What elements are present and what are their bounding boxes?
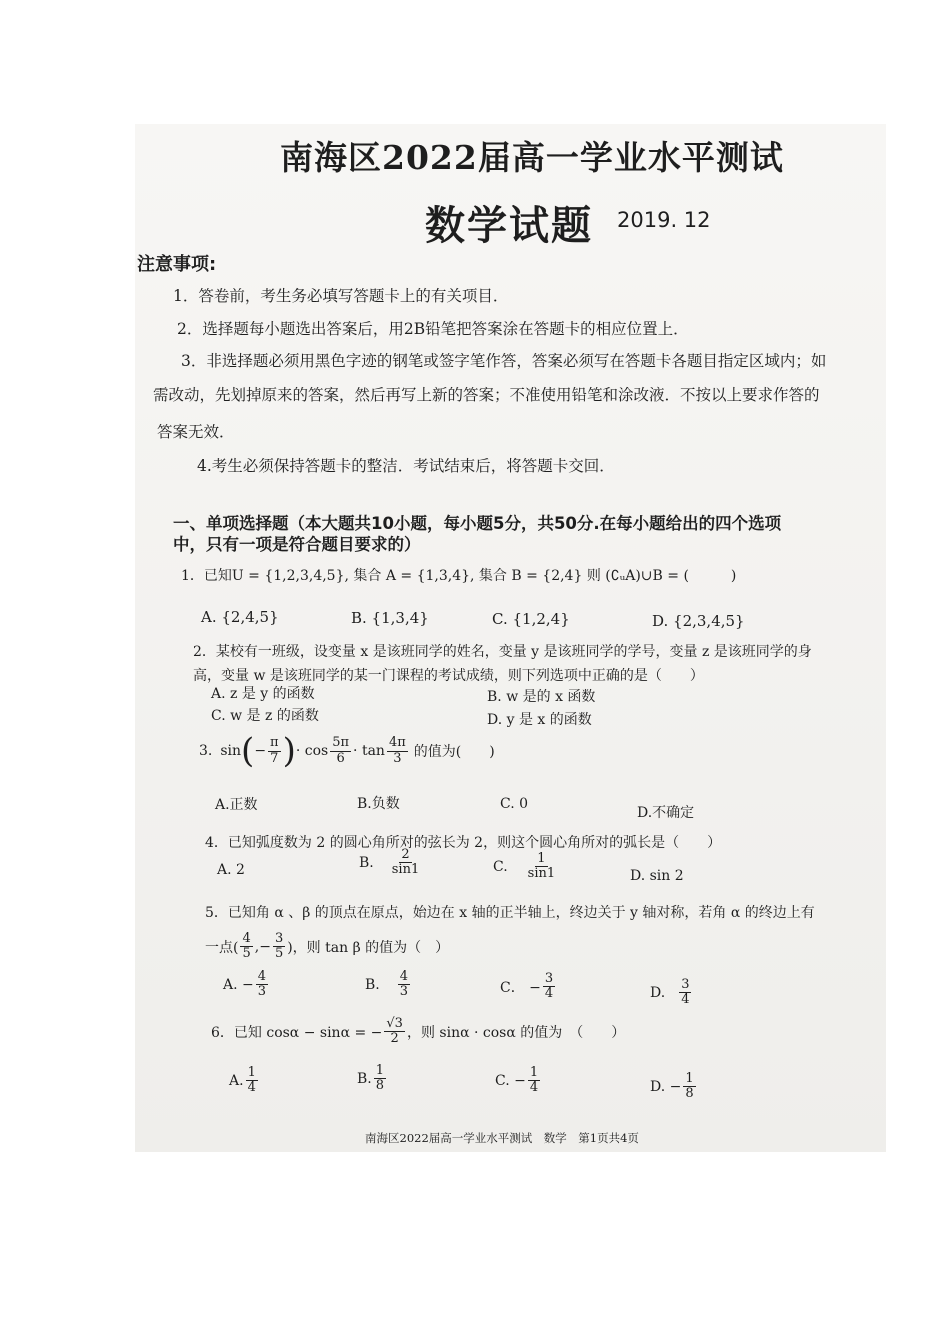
q6-frac xyxy=(384,1017,405,1047)
q3-frac-2 xyxy=(330,736,351,766)
q3-minus: − xyxy=(254,743,267,759)
q3-frac-3-num: 4π xyxy=(388,735,406,751)
q6-den: 2 xyxy=(390,1031,399,1047)
question-5-line2 xyxy=(205,932,449,962)
q5-post: )，则 tan β 的值为（ ） xyxy=(287,939,450,956)
q3-option-b: B.负数 xyxy=(357,796,400,812)
q4-option-a: A. 2 xyxy=(217,862,245,878)
q5-pre: 一点( xyxy=(205,939,239,956)
q4-option-d: D. sin 2 xyxy=(630,868,684,884)
q6-a-den: 4 xyxy=(247,1080,256,1096)
page-footer: 南海区2022届高一学业水平测试 数学 第1页共4页 xyxy=(365,1131,639,1145)
q5-d-label: D. xyxy=(650,984,666,1001)
question-1-stem: 1．已知U = {1,2,3,4,5}, 集合 A = {1,3,4}, 集合 B = {2,4} 则 (∁ᵤA)∪B = ( ) xyxy=(181,568,737,584)
q6-d-frac xyxy=(683,1072,695,1102)
q5-point-x xyxy=(240,932,252,962)
q3-option-c: C. 0 xyxy=(500,796,529,812)
q2-option-c: C. w 是 z 的函数 xyxy=(211,708,319,724)
q6-b-frac xyxy=(374,1064,386,1094)
q3-frac-3 xyxy=(387,736,408,766)
q5-option-a xyxy=(223,970,270,1000)
exam-title: 南海区2022届高一学业水平测试 xyxy=(280,138,784,177)
q2-option-a: A. z 是 y 的函数 xyxy=(211,686,315,702)
q3-frac-1-den: 7 xyxy=(270,750,279,766)
q2-option-b: B. w 是的 x 函数 xyxy=(487,689,596,705)
q6-option-c xyxy=(495,1066,542,1096)
q4-b-den: sin1 xyxy=(391,862,420,878)
q4-option-b-frac xyxy=(390,848,421,878)
q6-c-num: 1 xyxy=(529,1065,539,1080)
notice-heading: 注意事项: xyxy=(137,254,217,275)
q3-number: 3. xyxy=(199,743,213,759)
q5-a-label: A. − xyxy=(223,976,254,993)
q1-option-a: A. {2,4,5} xyxy=(201,608,279,626)
q5-py-num: 3 xyxy=(274,931,284,946)
notice-item: 需改动，先划掉原来的答案，然后再写上新的答案；不准使用铅笔和涂改液．不按以上要求作答的 xyxy=(153,386,820,404)
q5-c-den: 4 xyxy=(544,986,554,1002)
q3-paren-close: ) xyxy=(282,731,296,771)
q1-option-b: B. {1,3,4} xyxy=(351,609,429,627)
section-heading: 一、单项选择题（本大题共10小题，每小题5分，共50分.在每小题给出的四个选项 xyxy=(173,514,782,533)
q3-frac-2-num: 5π xyxy=(332,735,350,751)
exam-page xyxy=(135,124,886,1152)
q4-c-num: 1 xyxy=(537,851,546,866)
q1-option-d: D. {2,3,4,5} xyxy=(652,612,745,630)
q6-a-label: A. xyxy=(229,1072,244,1089)
q6-option-b xyxy=(357,1064,388,1094)
q6-c-label: C. − xyxy=(495,1072,526,1089)
q6-pre: 6．已知 cosα − sinα = − xyxy=(211,1024,383,1041)
question-5-line1: 5．已知角 α 、β 的顶点在原点，始边在 x 轴的正半轴上，终边关于 y 轴对称，若角 α 的终边上有 xyxy=(205,905,815,921)
exam-subtitle: 数学试题 xyxy=(425,202,593,249)
q4-b-num: 2 xyxy=(401,847,410,862)
q6-c-frac xyxy=(528,1066,540,1096)
q3-frac-2-den: 6 xyxy=(336,750,345,766)
q5-b-frac xyxy=(398,970,410,1000)
q4-option-b-label: B. xyxy=(359,854,374,871)
q3-option-a: A.正数 xyxy=(215,797,258,813)
q5-b-label: B. xyxy=(365,976,380,993)
q6-d-num: 1 xyxy=(685,1071,694,1086)
notice-item: 答案无效． xyxy=(157,423,235,441)
notice-item: 1．答卷前，考生务必填写答题卡上的有关项目． xyxy=(173,287,509,305)
q5-c-num: 3 xyxy=(544,971,554,986)
q5-px-den: 5 xyxy=(242,946,251,962)
q5-b-num: 4 xyxy=(399,969,409,984)
question-4-stem: 4．已知弧度数为 2 的圆心角所对的弦长为 2，则这个圆心角所对的弧长是（ ） xyxy=(205,835,722,851)
q3-tail: 的值为( ) xyxy=(413,744,495,760)
q6-option-a xyxy=(229,1066,260,1096)
notice-item: 3．非选择题必须用黑色字迹的钢笔或签字笔作答，答案必须写在答题卡各题目指定区域内；如 xyxy=(181,352,827,370)
q6-a-frac xyxy=(246,1066,258,1096)
q6-b-label: B. xyxy=(357,1070,372,1087)
q5-option-d xyxy=(650,978,693,1008)
q5-c-frac xyxy=(543,972,555,1002)
q5-comma: ,− xyxy=(254,938,271,955)
q3-option-d: D.不确定 xyxy=(637,805,695,821)
q5-b-den: 3 xyxy=(399,984,409,1000)
q2-option-d: D. y 是 x 的函数 xyxy=(487,712,592,728)
q5-option-c xyxy=(500,972,557,1002)
q4-option-c-label: C. xyxy=(493,858,508,875)
q3-paren-open: ( xyxy=(241,731,255,771)
q6-a-num: 1 xyxy=(247,1065,256,1080)
q6-c-den: 4 xyxy=(529,1080,539,1096)
q3-sin: sin xyxy=(220,743,242,759)
q5-a-frac xyxy=(256,970,268,1000)
notice-item: 2．选择题每小题选出答案后，用2B铅笔把答案涂在答题卡的相应位置上． xyxy=(177,320,689,338)
section-heading-cont: 中，只有一项是符合题目要求的） xyxy=(173,535,421,554)
q6-b-num: 1 xyxy=(375,1063,385,1078)
q5-a-den: 3 xyxy=(257,984,267,1000)
q6-num: √3 xyxy=(386,1016,403,1031)
q5-point-y xyxy=(273,932,285,962)
q1-option-c: C. {1,2,4} xyxy=(492,610,570,628)
question-3-stem xyxy=(199,731,495,771)
q3-tan: · tan xyxy=(353,743,385,759)
question-2-line1: 2．某校有一班级，设变量 x 是该班同学的姓名，变量 y 是该班同学的学号，变量 z 是该班同学的身 xyxy=(193,644,812,660)
q6-post: ，则 sinα · cosα 的值为 （ ） xyxy=(406,1024,626,1041)
q6-option-d xyxy=(650,1072,698,1102)
q5-d-den: 4 xyxy=(681,992,690,1008)
q4-option-c-frac xyxy=(526,852,557,882)
q5-d-num: 3 xyxy=(681,977,690,992)
q5-py-den: 5 xyxy=(274,946,284,962)
q6-d-den: 8 xyxy=(685,1086,694,1102)
q5-d-frac xyxy=(679,978,691,1008)
notice-item: 4.考生必须保持答题卡的整洁．考试结束后，将答题卡交回． xyxy=(197,457,615,475)
q6-b-den: 8 xyxy=(375,1078,385,1094)
q3-cos: · cos xyxy=(295,743,329,759)
q4-c-den: sin1 xyxy=(527,866,556,882)
q5-px-num: 4 xyxy=(242,931,251,946)
q6-d-label: D. − xyxy=(650,1078,682,1095)
q5-a-num: 4 xyxy=(257,969,267,984)
q3-frac-3-den: 3 xyxy=(393,750,402,766)
q4-option-c xyxy=(493,852,559,882)
q5-c-label: C． − xyxy=(500,979,541,996)
q3-frac-1 xyxy=(268,736,281,766)
q4-option-b xyxy=(359,848,423,878)
exam-date: 2019. 12 xyxy=(617,208,711,232)
question-6-stem xyxy=(211,1017,625,1047)
q3-frac-1-num: π xyxy=(270,735,279,751)
q5-option-b xyxy=(365,970,412,1000)
question-2-line2: 高，变量 w 是该班同学的某一门课程的考试成绩，则下列选项中正确的是（ ） xyxy=(193,668,704,684)
